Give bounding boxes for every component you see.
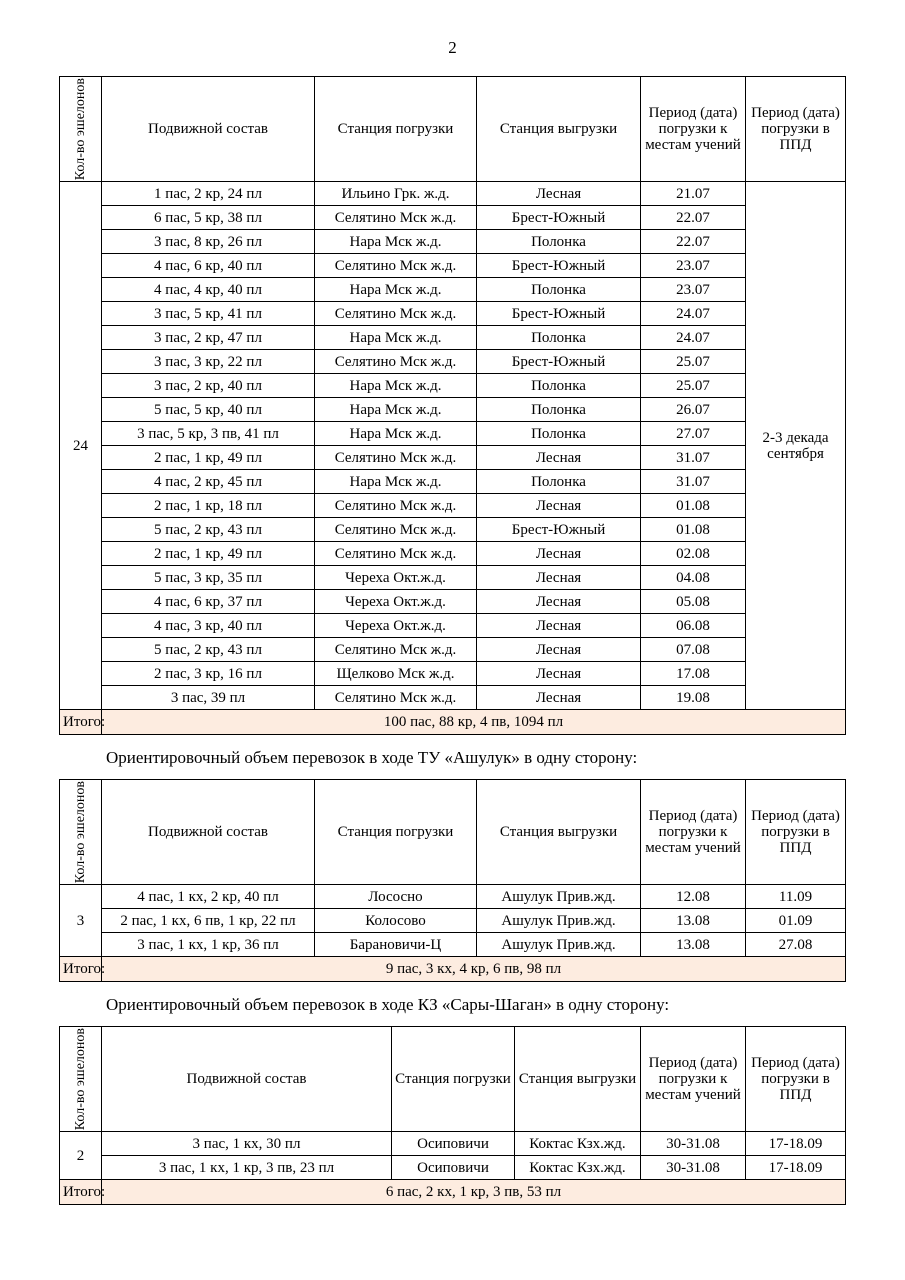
- transport-table-3: [59, 1026, 846, 1205]
- cell-loading-station: Селятино Мск ж.д.: [315, 686, 477, 710]
- cell-period-ppd: 27.08: [746, 933, 846, 957]
- cell-rolling-stock: 3 пас, 1 кх, 1 кр, 36 пл: [102, 933, 315, 957]
- header-unloading-station: Станция выгрузки: [477, 77, 641, 182]
- cell-echelons-count: 24: [60, 182, 102, 710]
- header-rolling-stock: Подвижной состав: [102, 779, 315, 884]
- cell-rolling-stock: 5 пас, 2 кр, 43 пл: [102, 638, 315, 662]
- total-label: Итого:: [60, 1180, 102, 1205]
- total-value: 9 пас, 3 кх, 4 кр, 6 пв, 98 пл: [102, 957, 846, 982]
- table-row: [60, 566, 846, 590]
- header-unloading-station: Станция выгрузки: [477, 779, 641, 884]
- cell-loading-station: Нара Мск ж.д.: [315, 326, 477, 350]
- table-2-total-row: [60, 957, 846, 982]
- table-1-wrapper: [58, 76, 847, 735]
- cell-rolling-stock: 4 пас, 6 кр, 40 пл: [102, 254, 315, 278]
- cell-period-ppd: 2-3 декада сентября: [746, 182, 846, 710]
- cell-loading-station: Нара Мск ж.д.: [315, 398, 477, 422]
- cell-rolling-stock: 2 пас, 3 кр, 16 пл: [102, 662, 315, 686]
- cell-loading-station: Осиповичи: [392, 1156, 515, 1180]
- cell-unloading-station: Коктас Кзх.жд.: [515, 1156, 641, 1180]
- cell-rolling-stock: 5 пас, 2 кр, 43 пл: [102, 518, 315, 542]
- table-row: [60, 518, 846, 542]
- cell-period-date: 02.08: [641, 542, 746, 566]
- total-label: Итого:: [60, 710, 102, 735]
- cell-unloading-station: Полонка: [477, 422, 641, 446]
- cell-unloading-station: Ашулук Прив.жд.: [477, 933, 641, 957]
- cell-unloading-station: Лесная: [477, 446, 641, 470]
- table-row: [60, 638, 846, 662]
- header-echelons-count-label: Кол-во эшелонов: [72, 780, 88, 884]
- cell-unloading-station: Ашулук Прив.жд.: [477, 909, 641, 933]
- cell-rolling-stock: 2 пас, 1 кр, 49 пл: [102, 446, 315, 470]
- cell-loading-station: Нара Мск ж.д.: [315, 230, 477, 254]
- cell-rolling-stock: 2 пас, 1 кр, 18 пл: [102, 494, 315, 518]
- cell-unloading-station: Полонка: [477, 374, 641, 398]
- cell-rolling-stock: 1 пас, 2 кр, 24 пл: [102, 182, 315, 206]
- table-row: [60, 590, 846, 614]
- cell-period-date: 27.07: [641, 422, 746, 446]
- cell-period-date: 12.08: [641, 885, 746, 909]
- cell-unloading-station: Брест-Южный: [477, 206, 641, 230]
- table-row: [60, 909, 846, 933]
- cell-period-ppd: 11.09: [746, 885, 846, 909]
- cell-unloading-station: Лесная: [477, 614, 641, 638]
- table-row: [60, 614, 846, 638]
- cell-period-ppd: 01.09: [746, 909, 846, 933]
- table-row: [60, 885, 846, 909]
- cell-period-date: 13.08: [641, 909, 746, 933]
- table-row: [60, 254, 846, 278]
- paragraph-ashuluk: Ориентировочный объем перевозок в ходе ТУ «Ашулук» в одну сторону:: [106, 748, 638, 768]
- table-2-wrapper: [58, 779, 847, 982]
- table-2-header-row: [60, 779, 846, 884]
- cell-period-date: 26.07: [641, 398, 746, 422]
- header-echelons-count-label: Кол-во эшелонов: [72, 1027, 88, 1131]
- table-1-total-row: [60, 710, 846, 735]
- header-loading-station: Станция погрузки: [392, 1026, 515, 1131]
- cell-loading-station: Колосово: [315, 909, 477, 933]
- page-number: 2: [448, 38, 457, 57]
- header-period-loading-exercise: Период (дата) погрузки к местам учений: [641, 779, 746, 884]
- cell-unloading-station: Брест-Южный: [477, 350, 641, 374]
- header-rolling-stock: Подвижной состав: [102, 77, 315, 182]
- table-row: [60, 422, 846, 446]
- cell-period-date: 31.07: [641, 446, 746, 470]
- header-unloading-station: Станция выгрузки: [515, 1026, 641, 1131]
- paragraph-sary-shagan: Ориентировочный объем перевозок в ходе КЗ «Сары-Шаган» в одну сторону:: [106, 995, 670, 1015]
- cell-loading-station: Селятино Мск ж.д.: [315, 494, 477, 518]
- cell-unloading-station: Лесная: [477, 590, 641, 614]
- table-row: [60, 542, 846, 566]
- cell-period-date: 23.07: [641, 278, 746, 302]
- cell-period-date: 30-31.08: [641, 1156, 746, 1180]
- cell-period-date: 07.08: [641, 638, 746, 662]
- cell-loading-station: Череха Окт.ж.д.: [315, 590, 477, 614]
- cell-unloading-station: Брест-Южный: [477, 254, 641, 278]
- cell-rolling-stock: 5 пас, 3 кр, 35 пл: [102, 566, 315, 590]
- table-row: [60, 206, 846, 230]
- cell-unloading-station: Полонка: [477, 398, 641, 422]
- total-label: Итого:: [60, 957, 102, 982]
- table-row: [60, 686, 846, 710]
- cell-loading-station: Селятино Мск ж.д.: [315, 638, 477, 662]
- table-row: [60, 446, 846, 470]
- transport-table-2: [59, 779, 846, 982]
- header-period-loading-ppd: Период (дата) погрузки в ППД: [746, 77, 846, 182]
- header-echelons-count: [60, 1026, 102, 1131]
- cell-unloading-station: Коктас Кзх.жд.: [515, 1132, 641, 1156]
- total-value: 6 пас, 2 кх, 1 кр, 3 пв, 53 пл: [102, 1180, 846, 1205]
- cell-unloading-station: Полонка: [477, 230, 641, 254]
- cell-period-date: 31.07: [641, 470, 746, 494]
- header-period-loading-exercise: Период (дата) погрузки к местам учений: [641, 77, 746, 182]
- table-row: [60, 933, 846, 957]
- cell-period-date: 17.08: [641, 662, 746, 686]
- header-loading-station: Станция погрузки: [315, 77, 477, 182]
- cell-unloading-station: Лесная: [477, 494, 641, 518]
- cell-loading-station: Селятино Мск ж.д.: [315, 542, 477, 566]
- cell-loading-station: Осиповичи: [392, 1132, 515, 1156]
- cell-rolling-stock: 2 пас, 1 кр, 49 пл: [102, 542, 315, 566]
- cell-period-date: 01.08: [641, 518, 746, 542]
- cell-period-date: 24.07: [641, 302, 746, 326]
- cell-rolling-stock: 3 пас, 8 кр, 26 пл: [102, 230, 315, 254]
- cell-unloading-station: Лесная: [477, 182, 641, 206]
- cell-unloading-station: Лесная: [477, 566, 641, 590]
- table-3-total-row: [60, 1180, 846, 1205]
- cell-loading-station: Нара Мск ж.д.: [315, 422, 477, 446]
- table-1-header-row: [60, 77, 846, 182]
- cell-period-date: 04.08: [641, 566, 746, 590]
- cell-period-date: 23.07: [641, 254, 746, 278]
- header-echelons-count: [60, 779, 102, 884]
- cell-loading-station: Селятино Мск ж.д.: [315, 206, 477, 230]
- table-row: [60, 302, 846, 326]
- header-period-loading-exercise: Период (дата) погрузки к местам учений: [641, 1026, 746, 1131]
- table-row: [60, 1156, 846, 1180]
- cell-echelons-count: 2: [60, 1132, 102, 1180]
- cell-rolling-stock: 4 пас, 3 кр, 40 пл: [102, 614, 315, 638]
- cell-rolling-stock: 3 пас, 1 кх, 1 кр, 3 пв, 23 пл: [102, 1156, 392, 1180]
- header-echelons-count: [60, 77, 102, 182]
- cell-loading-station: Нара Мск ж.д.: [315, 374, 477, 398]
- cell-unloading-station: Лесная: [477, 662, 641, 686]
- cell-period-ppd: 17-18.09: [746, 1132, 846, 1156]
- cell-loading-station: Селятино Мск ж.д.: [315, 518, 477, 542]
- header-period-loading-ppd: Период (дата) погрузки в ППД: [746, 779, 846, 884]
- table-row: [60, 1132, 846, 1156]
- cell-period-date: 06.08: [641, 614, 746, 638]
- cell-loading-station: Ильино Грк. ж.д.: [315, 182, 477, 206]
- cell-rolling-stock: 4 пас, 1 кх, 2 кр, 40 пл: [102, 885, 315, 909]
- header-loading-station: Станция погрузки: [315, 779, 477, 884]
- cell-unloading-station: Брест-Южный: [477, 518, 641, 542]
- cell-rolling-stock: 3 пас, 5 кр, 3 пв, 41 пл: [102, 422, 315, 446]
- cell-period-date: 25.07: [641, 350, 746, 374]
- cell-period-date: 25.07: [641, 374, 746, 398]
- cell-unloading-station: Лесная: [477, 638, 641, 662]
- table-3-header-row: [60, 1026, 846, 1131]
- transport-table-1: [59, 76, 846, 735]
- cell-rolling-stock: 6 пас, 5 кр, 38 пл: [102, 206, 315, 230]
- cell-loading-station: Лососно: [315, 885, 477, 909]
- table-row: [60, 662, 846, 686]
- cell-period-date: 19.08: [641, 686, 746, 710]
- cell-echelons-count: 3: [60, 885, 102, 957]
- cell-loading-station: Барановичи-Ц: [315, 933, 477, 957]
- table-row: [60, 230, 846, 254]
- cell-rolling-stock: 5 пас, 5 кр, 40 пл: [102, 398, 315, 422]
- table-row: [60, 494, 846, 518]
- table-row: [60, 350, 846, 374]
- cell-unloading-station: Лесная: [477, 686, 641, 710]
- table-row: [60, 182, 846, 206]
- cell-unloading-station: Полонка: [477, 278, 641, 302]
- cell-period-date: 21.07: [641, 182, 746, 206]
- cell-period-date: 22.07: [641, 230, 746, 254]
- cell-loading-station: Череха Окт.ж.д.: [315, 614, 477, 638]
- cell-loading-station: Нара Мск ж.д.: [315, 278, 477, 302]
- cell-rolling-stock: 3 пас, 5 кр, 41 пл: [102, 302, 315, 326]
- cell-rolling-stock: 3 пас, 2 кр, 40 пл: [102, 374, 315, 398]
- cell-loading-station: Череха Окт.ж.д.: [315, 566, 477, 590]
- table-row: [60, 326, 846, 350]
- cell-loading-station: Нара Мск ж.д.: [315, 470, 477, 494]
- cell-rolling-stock: 3 пас, 1 кх, 30 пл: [102, 1132, 392, 1156]
- cell-period-date: 01.08: [641, 494, 746, 518]
- table-3-wrapper: [58, 1026, 847, 1205]
- header-echelons-count-label: Кол-во эшелонов: [72, 78, 88, 181]
- cell-period-date: 05.08: [641, 590, 746, 614]
- header-period-loading-ppd: Период (дата) погрузки в ППД: [746, 1026, 846, 1131]
- cell-unloading-station: Полонка: [477, 326, 641, 350]
- cell-rolling-stock: 2 пас, 1 кх, 6 пв, 1 кр, 22 пл: [102, 909, 315, 933]
- header-rolling-stock: Подвижной состав: [102, 1026, 392, 1131]
- cell-period-date: 30-31.08: [641, 1132, 746, 1156]
- table-row: [60, 470, 846, 494]
- cell-period-ppd: 17-18.09: [746, 1156, 846, 1180]
- cell-unloading-station: Брест-Южный: [477, 302, 641, 326]
- cell-unloading-station: Ашулук Прив.жд.: [477, 885, 641, 909]
- cell-loading-station: Селятино Мск ж.д.: [315, 446, 477, 470]
- cell-rolling-stock: 3 пас, 39 пл: [102, 686, 315, 710]
- cell-rolling-stock: 4 пас, 2 кр, 45 пл: [102, 470, 315, 494]
- table-row: [60, 374, 846, 398]
- cell-period-date: 13.08: [641, 933, 746, 957]
- cell-rolling-stock: 4 пас, 4 кр, 40 пл: [102, 278, 315, 302]
- cell-period-date: 22.07: [641, 206, 746, 230]
- cell-rolling-stock: 4 пас, 6 кр, 37 пл: [102, 590, 315, 614]
- cell-loading-station: Селятино Мск ж.д.: [315, 302, 477, 326]
- cell-unloading-station: Лесная: [477, 542, 641, 566]
- cell-rolling-stock: 3 пас, 2 кр, 47 пл: [102, 326, 315, 350]
- table-row: [60, 398, 846, 422]
- table-row: [60, 278, 846, 302]
- cell-loading-station: Селятино Мск ж.д.: [315, 350, 477, 374]
- cell-unloading-station: Полонка: [477, 470, 641, 494]
- cell-rolling-stock: 3 пас, 3 кр, 22 пл: [102, 350, 315, 374]
- cell-loading-station: Щелково Мск ж.д.: [315, 662, 477, 686]
- cell-loading-station: Селятино Мск ж.д.: [315, 254, 477, 278]
- total-value: 100 пас, 88 кр, 4 пв, 1094 пл: [102, 710, 846, 735]
- cell-period-date: 24.07: [641, 326, 746, 350]
